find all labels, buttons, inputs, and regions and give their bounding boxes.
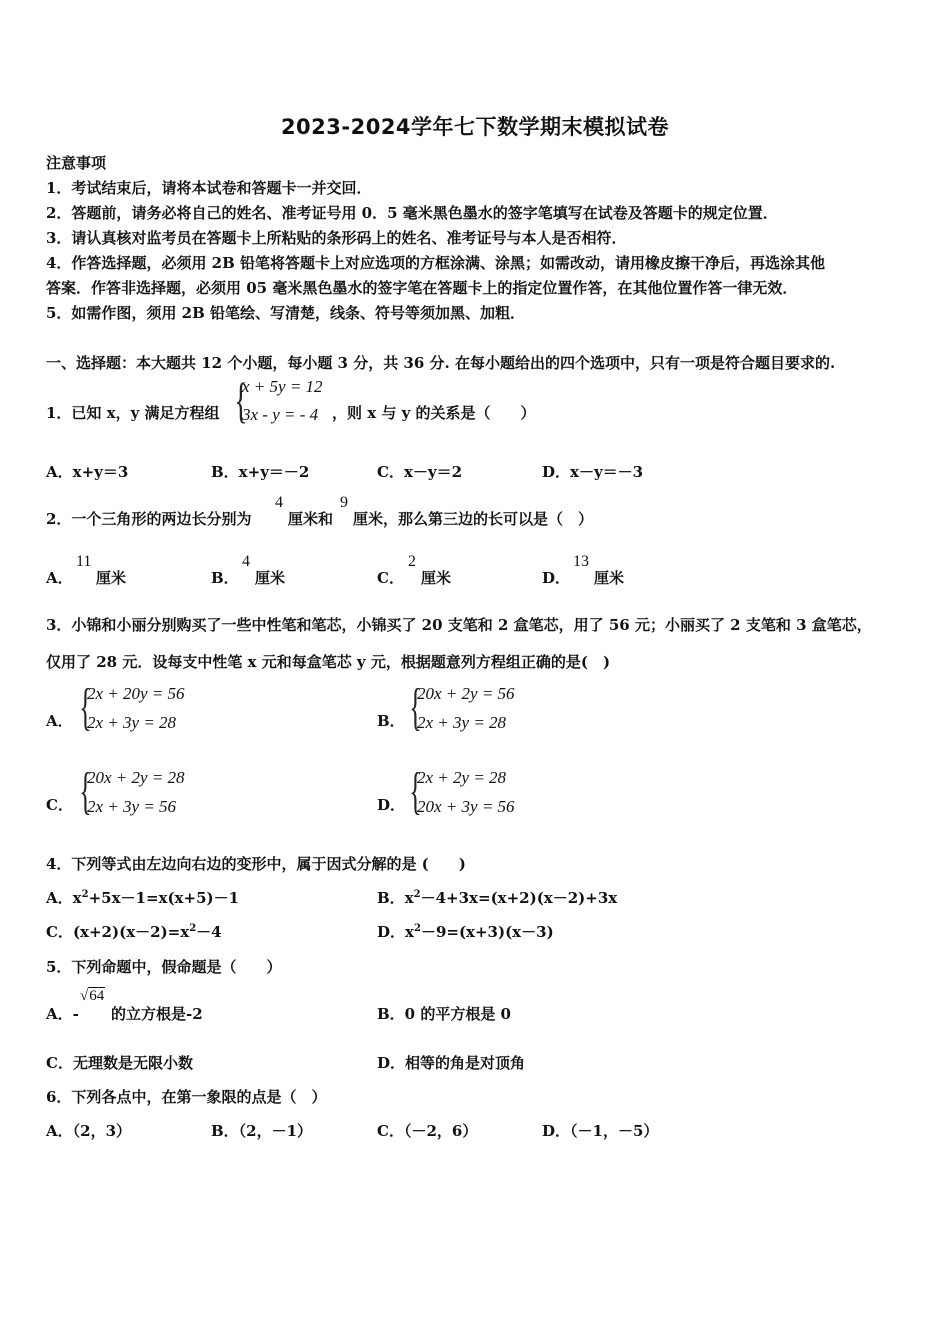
q3-option-b-brace: {: [409, 679, 422, 736]
q2-stem-part2: 厘米和: [288, 510, 334, 528]
q4-option-a-rest: +5x－1=x(x+5)－1: [88, 889, 240, 907]
q6-option-b: B．（2，－1）: [211, 1122, 313, 1140]
q2-option-b-number: 4: [242, 553, 250, 570]
q3-option-c-label: C．: [46, 796, 73, 814]
q3-option-c-eq1: 20x + 2y = 28: [87, 768, 185, 787]
section-heading: 一、选择题：本大题共 12 个小题，每小题 3 分，共 36 分. 在每小题给出的四个选项中，只有一项是符合题目要求的.: [46, 354, 836, 372]
q4-option-d-label: D．: [377, 923, 406, 941]
q1-suffix: ，则 x 与 y 的关系是（ ）: [332, 404, 536, 422]
q4-option-a-exponent: 2: [81, 889, 89, 900]
q3-option-a-brace: {: [79, 679, 92, 736]
sqrt-symbol-icon: √: [80, 988, 89, 1004]
q2-option-d-unit: 厘米: [594, 569, 625, 587]
q3-option-a-label: A．: [46, 712, 73, 730]
q4-option-c-base: (x+2)(x－2)=x: [72, 923, 190, 941]
q5-option-a-sqrt: [80, 988, 105, 1005]
q3-option-d-brace: {: [409, 763, 422, 820]
q4-option-b: [377, 887, 617, 908]
q6-option-c: C．（－2，6）: [377, 1122, 478, 1140]
q1-option-c: C．x－y＝2: [377, 463, 463, 481]
q2-option-c-unit: 厘米: [421, 569, 452, 587]
q2-option-c-number: 2: [408, 553, 416, 570]
q4-option-c: [46, 921, 222, 942]
q6-option-a: A．（2，3）: [46, 1122, 132, 1140]
q4-option-b-base: x: [404, 889, 414, 907]
q4-option-d-base: x: [405, 923, 414, 941]
q4-option-d: [377, 921, 554, 942]
q3-option-d-label: D．: [377, 796, 406, 814]
q4-option-a-base: x: [72, 889, 82, 907]
page-title: 2023-2024学年七下数学期末模拟试卷: [280, 115, 670, 139]
note-item-1: 1．考试结束后，请将本试卷和答题卡一并交回．: [46, 179, 372, 197]
q4-option-c-label: C．: [46, 923, 73, 941]
notes-heading: 注意事项: [46, 154, 107, 172]
q3-option-b-eq2: 2x + 3y = 28: [417, 713, 507, 732]
q2-option-b-label: B．: [211, 569, 239, 587]
note-item-3: 3．请认真核对监考员在答题卡上所粘贴的条形码上的姓名、准考证号与本人是否相符．: [46, 229, 627, 247]
q4-option-b-exponent: 2: [413, 889, 421, 900]
q4-option-d-exponent: 2: [413, 923, 421, 934]
note-item-4-cont: 答案．作答非选择题，必须用 05 毫米黑色墨水的签字笔在答题卡上的指定位置作答，在其他位置作答一律无效．: [46, 279, 798, 297]
q1-eq2: 3x - y = - 4: [242, 405, 319, 424]
q4-option-a: [46, 887, 239, 908]
q3-stem-line2: 仅用了 28 元．设每支中性笔 x 元和每盒笔芯 y 元，根据题意列方程组正确的是( ): [46, 653, 611, 671]
q3-option-b-label: B．: [377, 712, 405, 730]
q4-stem: 4．下列等式由左边向右边的变形中，属于因式分解的是 ( ): [46, 855, 466, 873]
q5-option-c: C．无理数是无限小数: [46, 1054, 193, 1072]
q5-option-a-radicand: 64: [89, 988, 105, 1004]
q5-option-d: D．相等的角是对顶角: [377, 1054, 526, 1072]
q2-option-b-unit: 厘米: [255, 569, 286, 587]
q4-option-b-rest: －4+3x=(x+2)(x－2)+3x: [420, 889, 618, 907]
q3-stem-line1: 3．小锦和小丽分别购买了一些中性笔和笔芯，小锦买了 20 支笔和 2 盒笔芯，用了 56 元；小丽买了 2 支笔和 3 盒笔芯，: [46, 616, 872, 634]
q5-stem: 5．下列命题中，假命题是（ ）: [46, 958, 282, 976]
q1-option-b: B．x+y＝－2: [211, 463, 310, 481]
q3-option-c-brace: {: [79, 763, 92, 820]
q1-brace: {: [234, 372, 248, 428]
q2-stem-part3: 厘米，那么第三边的长可以是（ ）: [353, 510, 594, 528]
q2-option-d-number: 13: [573, 553, 589, 570]
q3-option-b-eq1: 20x + 2y = 56: [417, 684, 515, 703]
q3-option-a-eq2: 2x + 3y = 28: [87, 713, 177, 732]
q2-number-1: 4: [275, 494, 283, 511]
q2-option-a-number: 11: [76, 553, 92, 570]
q1-option-d: D．x－y＝－3: [542, 463, 644, 481]
q1-option-a: A．x+y＝3: [46, 463, 129, 481]
q6-option-d: D．（－1，－5）: [542, 1122, 659, 1140]
q3-option-c-eq2: 2x + 3y = 56: [87, 797, 177, 816]
q4-option-a-label: A．: [46, 889, 73, 907]
q5-option-b: B．0 的平方根是 0: [377, 1005, 511, 1023]
q4-option-d-rest: －9=(x+3)(x－3): [420, 923, 554, 941]
q5-option-a-text: 的立方根是-2: [111, 1005, 203, 1023]
q4-option-b-label: B．: [377, 889, 405, 907]
q3-option-d-eq1: 2x + 2y = 28: [417, 768, 507, 787]
q1-prefix: 1．已知 x，y 满足方程组: [46, 404, 220, 422]
q2-number-2: 9: [340, 494, 348, 511]
q3-option-d-eq2: 20x + 3y = 56: [417, 797, 515, 816]
note-item-5: 5．如需作图，须用 2B 铅笔绘、写清楚，线条、符号等须加黑、加粗．: [46, 304, 525, 322]
q4-option-c-rest: －4: [196, 923, 222, 941]
note-item-2: 2．答题前，请务必将自己的姓名、准考证号用 0．5 毫米黑色墨水的签字笔填写在试卷及答题卡的规定位置．: [46, 204, 778, 222]
q5-option-a-label: A．-: [46, 1005, 79, 1023]
q3-option-a-eq1: 2x + 20y = 56: [87, 684, 185, 703]
q2-stem-part1: 2．一个三角形的两边长分别为: [46, 510, 252, 528]
q1-eq1: x + 5y = 12: [242, 377, 323, 396]
q4-option-c-exponent: 2: [189, 923, 197, 934]
q2-option-a-unit: 厘米: [96, 569, 127, 587]
q6-stem: 6．下列各点中，在第一象限的点是（ ）: [46, 1088, 327, 1106]
note-item-4: 4．作答选择题，必须用 2B 铅笔将答题卡上对应选项的方框涂满、涂黑；如需改动，请用橡皮擦干净后，再选涂其他: [46, 254, 826, 272]
q2-option-d-label: D．: [542, 569, 571, 587]
q2-option-c-label: C．: [377, 569, 404, 587]
q2-option-a-label: A．: [46, 569, 73, 587]
